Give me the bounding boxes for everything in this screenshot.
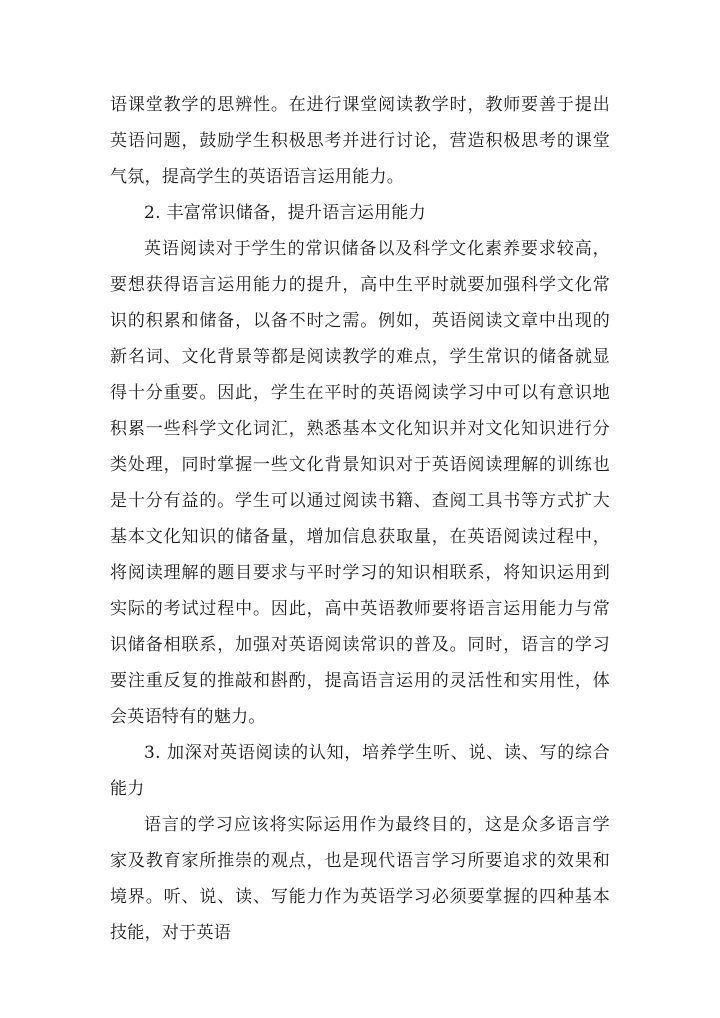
document-page — [110, 87, 610, 951]
paragraph-knowledge-reserve: 英语阅读对于学生的常识储备以及科学文化素养要求较高，要想获得语言运用能力的提升，高中生平时就要加强科学文化常识的积累和储备，以备不时之需。例如，英语阅读文章中出现的新名词、文化背景等都是阅读教学的难点，学生常识的储备就显得十分重要。因此，学生在平时的英语阅读学习中可以有意识地积累一些科学文化词汇，熟悉基本文化知识并对文化知识进行分类处理，同时掌握一些文化背景知识对于英语阅读理解的训练也是十分有益的。学生可以通过阅读书籍、查阅工具书等方式扩大基本文化知识的储备量，增加信息获取量，在英语阅读过程中，将阅读理解的题目要求与平时学习的知识相联系，将知识运用到实际的考试过程中。因此，高中英语教师要将语言运用能力与常识储备相联系，加强对英语阅读常识的普及。同时，语言的学习要注重反复的推敲和斟酌，提高语言运用的灵活性和实用性，体会英语特有的魅力。 — [110, 239, 610, 727]
paragraph-continuation: 语课堂教学的思辨性。在进行课堂阅读教学时，教师要善于提出英语问题，鼓励学生积极思考并进行讨论，营造积极思考的课堂气氛，提高学生的英语语言运用能力。 — [110, 95, 610, 187]
paragraph-language-skills: 语言的学习应该将实际运用作为最终目的，这是众多语言学家及教育家所推崇的观点，也是现代语言学习所要追求的效果和境界。听、说、读、写能力作为英语学习必须要掌握的四种基本技能，对于英语 — [110, 815, 610, 943]
section-heading-2: 2. 丰富常识储备，提升语言运用能力 — [144, 203, 427, 223]
section-heading-3: 3. 加深对英语阅读的认知，培养学生听、说、读、写的综合能力 — [110, 743, 610, 799]
